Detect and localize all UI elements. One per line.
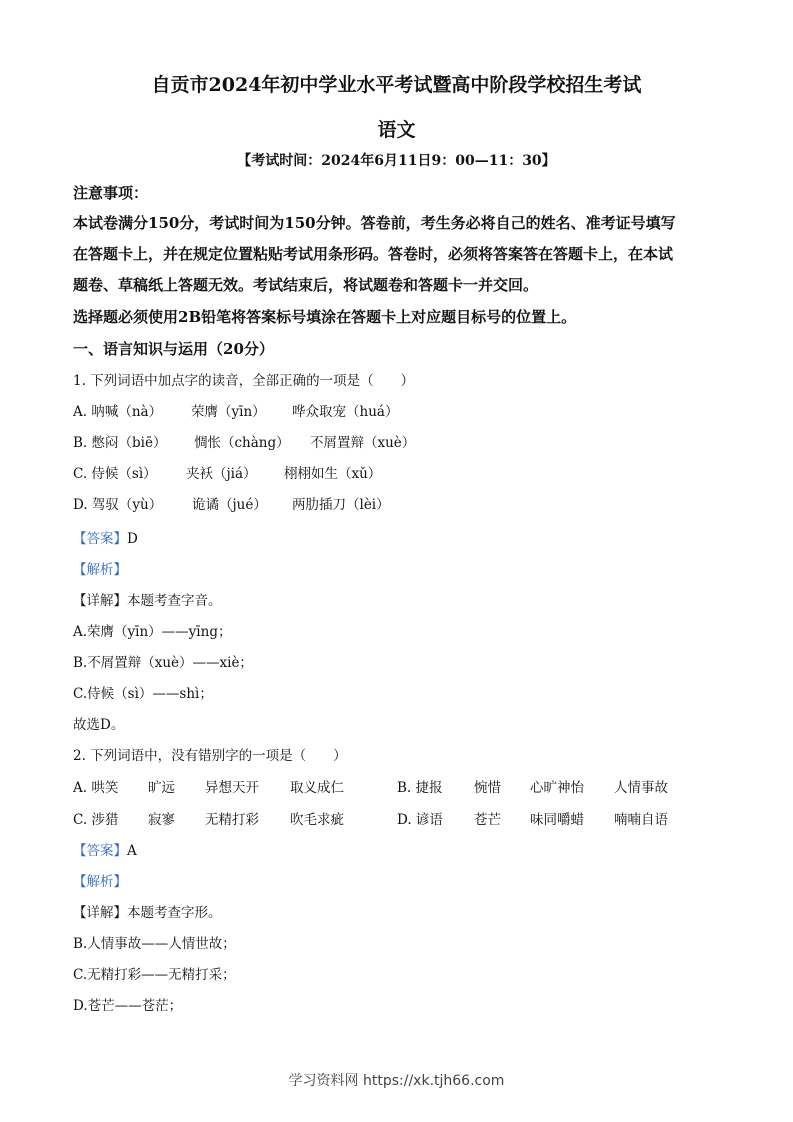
q1-option-c-1: C. 侍候（sì） (73, 466, 157, 482)
q1-option-d-1: D. 驾驭（yù） (73, 497, 163, 513)
q2-option-a-3: 异想天开 (205, 780, 259, 796)
q1-detail-1: 【详解】本题考查字音。 (73, 593, 222, 609)
q1-option-c-2: 夹袄（jiá） (186, 466, 257, 482)
answer-value: D (127, 531, 138, 547)
footer-watermark: 学习资料网 https://xk.tjh66.com (288, 1073, 505, 1089)
q1-detail-2: A.荣膺（yīn）——yīng； (73, 624, 232, 640)
notice-line-3: 题卷、草稿纸上答题无效。考试结束后，将试题卷和答题卡一并交回。 (73, 276, 539, 294)
q1-option-a-2: 荣膺（yīn） (191, 404, 266, 420)
q1-option-a-3: 哗众取宠（huá） (292, 404, 399, 420)
exam-time: 【考试时间：2024年6月11日9：00—11：30】 (237, 153, 556, 169)
answer-value: A (127, 843, 137, 859)
q2-option-a-4: 取义成仁 (290, 780, 344, 796)
q1-stem: 1. 下列词语中加点字的读音，全部正确的一项是（ ） (73, 373, 415, 389)
q2-answer (73, 839, 137, 859)
q2-option-c-4: 吹毛求疵 (290, 812, 344, 828)
notice-line-1: 本试卷满分150分，考试时间为150分钟。答卷前，考生务必将自己的姓名、准考证号填写 (73, 214, 676, 232)
q2-stem: 2. 下列词语中，没有错别字的一项是（ ） (73, 748, 347, 764)
q1-option-b-2: 惆怅（chàng） (194, 435, 290, 451)
q1-option-c-3: 栩栩如生（xǔ） (284, 466, 382, 482)
q2-option-b-3: 心旷神怡 (530, 780, 584, 796)
q2-option-d-2: 苍芒 (474, 812, 501, 828)
answer-tag: 【答案】 (73, 531, 127, 547)
notice-line-4: 选择题必须使用2B铅笔将答案标号填涂在答题卡上对应题目标号的位置上。 (73, 308, 577, 326)
q1-option-b-3: 不屑置辩（xuè） (310, 435, 416, 451)
q2-option-d-3: 味同嚼蜡 (530, 812, 584, 828)
q1-answer (73, 527, 138, 547)
q1-option-b-1: B. 憋闷（biē） (73, 435, 167, 451)
q1-detail-5: 故选D。 (73, 717, 125, 733)
q2-detail-4: D.苍芒——苍茫； (73, 998, 183, 1014)
exam-title: 自贡市2024年初中学业水平考试暨高中阶段学校招生考试 (151, 74, 642, 96)
q2-detail-2: B.人情事故——人情世故； (73, 936, 236, 952)
q2-option-a-2: 旷远 (148, 780, 175, 796)
q2-option-d-4: 喃喃自语 (614, 812, 668, 828)
notice-line-2: 在答题卡上，并在规定位置粘贴考试用条形码。答卷时，必须将答案答在答题卡上，在本试 (73, 245, 674, 263)
q2-option-b-2: 惋惜 (474, 780, 501, 796)
q2-option-c-2: 寂寥 (148, 812, 175, 828)
q1-detail-4: C.侍候（sì）——shì； (73, 686, 213, 702)
q2-detail-3: C.无精打彩——无精打采； (73, 967, 236, 983)
q1-option-d-2: 诡谲（jué） (192, 497, 267, 513)
answer-tag: 【答案】 (73, 843, 127, 859)
q2-option-b-1: B. 捷报 (397, 780, 443, 796)
q2-option-c-3: 无精打彩 (205, 812, 259, 828)
q2-option-d-1: D. 谚语 (397, 812, 443, 828)
q2-option-a-1: A. 哄笑 (73, 780, 119, 796)
notice-heading: 注意事项： (73, 184, 149, 202)
q1-analysis-tag: 【解析】 (73, 562, 127, 578)
q2-option-b-4: 人情事故 (614, 780, 668, 796)
q1-option-d-3: 两肋插刀（lèi） (292, 497, 390, 513)
q2-detail-1: 【详解】本题考查字形。 (73, 905, 222, 921)
subject-title: 语文 (377, 119, 416, 141)
q1-detail-3: B.不屑置辩（xuè）——xiè； (73, 655, 253, 671)
q2-option-c-1: C. 涉猎 (73, 812, 119, 828)
q1-option-a-1: A. 呐喊（nà） (73, 404, 163, 420)
q2-analysis-tag: 【解析】 (73, 874, 127, 890)
section1-heading: 一、语言知识与运用（20分） (73, 340, 274, 358)
